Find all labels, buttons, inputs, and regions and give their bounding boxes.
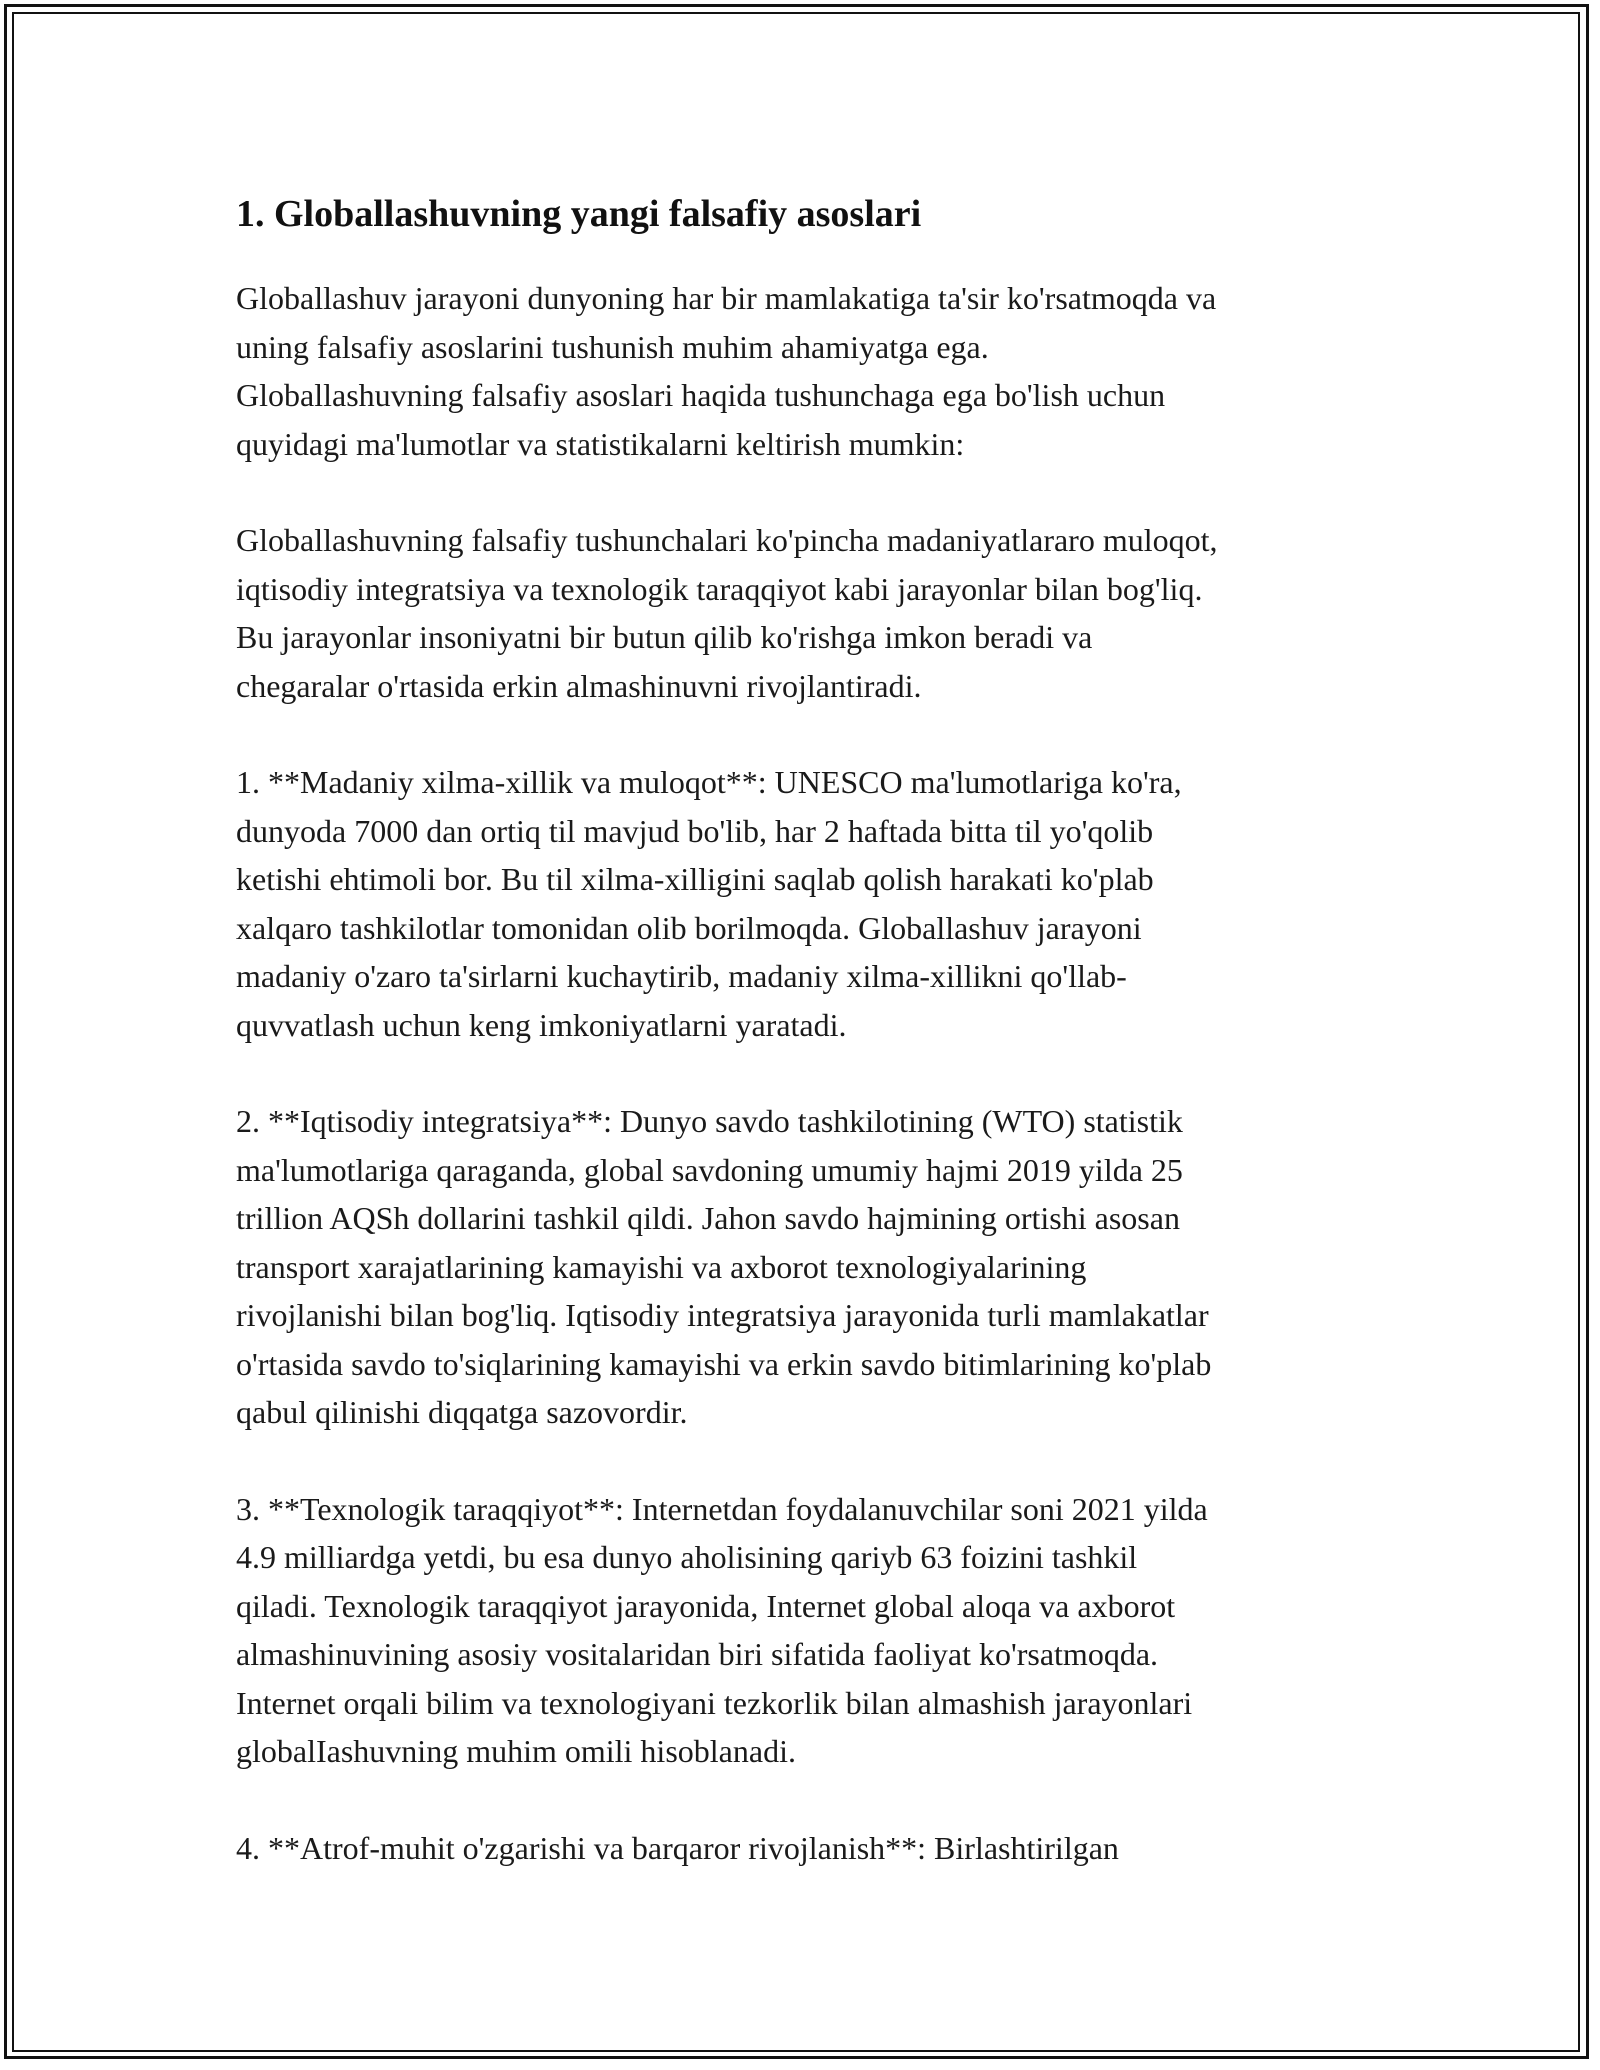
paragraph-environment: 4. **Atrof-muhit o'zgarishi va barqaror rivojlanish**: Birlashtirilgan: [236, 1829, 1119, 1866]
paragraph-concepts: Globallashuvning falsafiy tushunchalari ko'pincha madaniyatlararo muloqot, iqtisodiy integratsiya va texnologik taraqqiyot kabi jarayonlar bilan bog'liq. Bu jarayonlar insoniyatni bir butun qilib ko'rishga imkon beradi va chegaralar o'rtasida erkin almashinuvni rivojlantiradi.: [236, 522, 1218, 704]
paragraph-cultural-diversity: 1. **Madaniy xilma-xillik va muloqot**: UNESCO ma'lumotlariga ko'ra, dunyoda 7000 dan ortiq til mavjud bo'lib, har 2 haftada bitta til yo'qolib ketishi ehtimoli bor. Bu til xilma-xilligini saqlab qolish harakati ko'plab xalqaro tashkilotlar tomonidan olib borilmoqda. Globallashuv jarayoni madaniy o'zaro ta'sirlarni kuchaytirib, madaniy xilma-xillikni qo'llab- quvvatlash uchun keng imkoniyatlarni yaratadi.: [236, 764, 1182, 1043]
paragraph-intro: Globallashuv jarayoni dunyoning har bir mamlakatiga ta'sir ko'rsatmoqda va uning falsafiy asoslarini tushunish muhim ahamiyatga ega. Globallashuvning falsafiy asoslari haqida tushunchaga ega bo'lish uchun quyidagi ma'lumotlar va statistikalarni keltirish mumkin:: [236, 280, 1217, 462]
paragraph-technological-progress: 3. **Texnologik taraqqiyot**: Internetdan foydalanuvchilar soni 2021 yilda 4.9 milliardga yetdi, bu esa dunyo aholisining qariyb 63 foizini tashkil qiladi. Texnologik taraqqiyot jarayonida, Internet global aloqa va axborot almashinuvining asosiy vositalaridan biri sifatida faoliyat ko'rsatmoqda. Internet orqali bilim va texnologiyani tezkorlik bilan almashish jarayonlari globalIashuvning muhim omili hisoblanadi.: [236, 1490, 1208, 1769]
document-title: 1. Globallashuvning yangi falsafiy asoslari: [236, 193, 922, 235]
document-body: [236, 188, 1376, 1920]
paragraph-economic-integration: 2. **Iqtisodiy integratsiya**: Dunyo savdo tashkilotining (WTO) statistik ma'lumotlariga qaraganda, global savdoning umumiy hajmi 2019 yilda 25 trillion AQSh dollarini tashkil qildi. Jahon savdo hajmining ortishi asosan transport xarajatlarining kamayishi va axborot texnologiyalarining rivojlanishi bilan bog'liq. Iqtisodiy integratsiya jarayonida turli mamlakatlar o'rtasida savdo to'siqlarining kamayishi va erkin savdo bitimlarining ko'plab qabul qilinishi diqqatga sazovordir.: [236, 1103, 1212, 1430]
